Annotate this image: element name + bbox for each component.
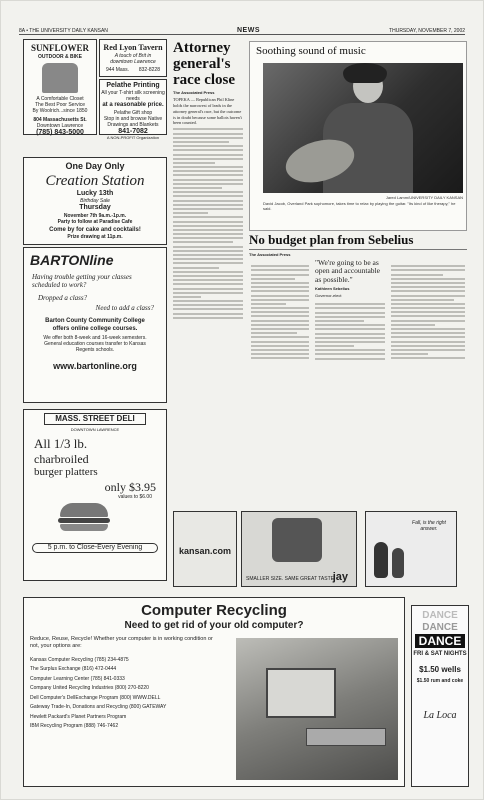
dance-fri: FRI & SAT NIGHTS — [413, 651, 467, 658]
red-lyon-title: Red Lyon Tavern — [103, 43, 163, 52]
deli-deal4: only $3.95 — [104, 479, 156, 494]
creation-date: November 7th 9a.m.-1p.m. — [63, 212, 127, 219]
sunflower-tagline1: A Comfortable Closet — [36, 95, 84, 102]
sunflower-phone: (785) 843-5000 — [36, 128, 84, 136]
creation-lucky: Lucky 13th — [76, 189, 114, 197]
creation-party: Party to follow at Paradise Cafe — [57, 218, 133, 225]
creation-drawing: Prize drawing at 11p.m. — [67, 233, 123, 240]
dance-brand: La Loca — [423, 710, 457, 722]
barton-url[interactable]: www.bartonline.org — [53, 360, 137, 371]
story1-lead: TOPEKA — Republican Phil Kline holds the narrowest of leads in the attorney general's race, but the outcome is in doubt because some ballots haven't been counted. — [173, 97, 242, 126]
recycling-intro: Reduce, Reuse, Recycle! Whether your computer is in working condition or not, your options are: — [30, 636, 213, 649]
pelathe-line1: All your T-shirt silk screening needs — [101, 90, 165, 103]
deli-deal1: All 1/3 lb. — [34, 436, 88, 452]
sunflower-subtitle: OUTDOOR & BIKE — [38, 53, 82, 60]
barton-ad — [23, 247, 167, 403]
sunflower-tagline3: By Woolrich...since 1850 — [32, 107, 88, 114]
dance-title1: DANCE — [422, 610, 458, 621]
barton-hand2: Dropped a class? — [38, 293, 88, 302]
creation-title: Creation Station — [45, 172, 145, 189]
recycling-item: Hewlett Packard's Planet Partners Program — [30, 713, 127, 720]
red-lyon-ad — [99, 39, 167, 77]
recycling-item: Kansas Computer Recycling (785) 234-4875 — [30, 656, 129, 663]
deli-deal3: burger platters — [34, 466, 98, 479]
story2-caption: David Jacob, Overland Park sophomore, takes time to relax by playing the guitar. "Its kind of like therapy," he said. — [263, 201, 456, 211]
recycling-item: Computer Learning Center (785) 841-0333 — [30, 675, 125, 682]
recycling-item: Gateway Trade-In, Donations and Recycling (800) GATEWAY — [30, 704, 167, 711]
pelathe-ad — [99, 79, 167, 140]
dance-title2: DANCE — [422, 622, 458, 633]
pelathe-phone: 841-7082 — [118, 127, 148, 135]
person-hair — [343, 63, 387, 83]
creation-day: Thursday — [79, 204, 111, 212]
jay-ad — [241, 511, 357, 587]
story1-byline: The Associated Press — [173, 90, 215, 96]
creation-station-ad — [23, 157, 167, 245]
computer-pile-photo — [236, 638, 398, 780]
deli-time: 5 p.m. to Close-Every Evening — [32, 543, 158, 553]
story3-headline: No budget plan from Sebelius — [249, 233, 467, 250]
mass-street-deli-ad — [23, 409, 167, 581]
burger-icon — [54, 503, 114, 537]
guitar-player-photo — [263, 63, 463, 193]
recycling-item: The Surplus Exchange (816) 472-0444 — [30, 666, 117, 673]
barton-logo: BARTONline — [30, 252, 114, 268]
header-section: NEWS — [236, 27, 260, 34]
barton-offer: offers online college courses. — [52, 325, 138, 332]
story2-caption-credit: Jared Lamm/UNIVERSITY DAILY KANSAN — [385, 195, 463, 200]
dance-title3: DANCE — [415, 634, 465, 648]
header-left: 8A • THE UNIVERSITY DAILY KANSAN — [19, 28, 108, 34]
deli-title: MASS. STREET DELI — [44, 413, 146, 425]
header-date: THURSDAY, NOVEMBER 7, 2002 — [389, 28, 465, 34]
keyboard-icon — [306, 728, 386, 746]
story3-pullquote-box — [315, 259, 385, 299]
pelathe-line3: Pelathe Gift shop — [113, 109, 153, 116]
sunflower-address: 804 Massachusetts St. — [33, 116, 87, 123]
story1-headline: Attorney general's race close — [173, 40, 236, 88]
penguin-icon — [374, 542, 388, 578]
jay-tag: SMALLER SIZE. SAME GREAT TASTE. — [246, 576, 336, 582]
sunflower-title: SUNFLOWER — [30, 43, 89, 53]
pelathe-footer: A NON-PROFIT Organization — [106, 134, 160, 140]
kansan-ad — [173, 511, 237, 587]
penguin-title: Fall, is the right answer. — [412, 520, 446, 532]
red-lyon-addr: 944 Mass. — [106, 66, 130, 73]
sunflower-ad — [23, 39, 97, 135]
barton-hand1: Having trouble getting your classes scheduled to work? — [32, 272, 132, 290]
pelathe-line4: Stop in and browse Native Drawings and Blankets — [103, 115, 163, 128]
recycling-item: Company United Recycling Industries (800) 270-8220 — [30, 685, 149, 692]
dance-price2: $1.50 rum and coke — [416, 678, 464, 685]
barton-hand3: Need to add a class? — [95, 303, 154, 312]
red-lyon-contact — [100, 65, 166, 75]
computer-recycling-ad — [23, 597, 405, 787]
pelathe-line2: at a reasonable price. — [102, 102, 164, 109]
story3-pullquote: "We're going to be as open and accountable as possible." — [315, 258, 380, 284]
deli-sub: DOWNTOWN LAWRENCE — [70, 426, 120, 432]
creation-top: One Day Only — [65, 161, 125, 171]
story-attorney-general — [173, 41, 243, 367]
penguin-ad — [365, 511, 457, 587]
story3-column1 — [251, 263, 309, 367]
pelathe-title: Pelathe Printing — [106, 82, 160, 89]
dance-price1: $1.50 wells — [419, 664, 461, 674]
creation-come: Come by for cake and cocktails! — [49, 226, 141, 233]
recycling-item: Dell Computer's DellExchange Program (800) WWW.DELL — [30, 694, 161, 701]
story3-pull-attr: Kathleen Sebelius — [315, 285, 350, 291]
page-header — [19, 23, 465, 35]
creation-bday: Birthday Sale — [80, 198, 110, 205]
story1-body — [173, 128, 243, 318]
recycling-title: Computer Recycling — [141, 602, 287, 619]
recycling-item: IBM Recycling Program (888) 746-7462 — [30, 723, 119, 730]
dance-ad — [411, 605, 469, 787]
recycling-list — [24, 657, 224, 730]
jay-brand: jay — [332, 570, 348, 583]
story3-column2 — [315, 301, 385, 367]
deli-deal2: charbroiled — [34, 451, 89, 466]
sunflower-tagline2: The Best Poor Service — [34, 101, 86, 108]
barton-name: Barton County Community College — [45, 318, 145, 325]
monitor-icon — [266, 668, 336, 718]
barton-small: We offer both 8-week and 16-week semesters. General education courses transfer to Kansas Regents schools. — [43, 334, 147, 353]
story3-pull-role: Governor-elect — [315, 292, 342, 298]
phone-icon — [272, 518, 322, 562]
story3-column3 — [391, 263, 465, 367]
recycling-subtitle: Need to get rid of your old computer? — [124, 620, 304, 631]
red-lyon-tagline: A touch of Brit in downtown Lawrence — [110, 52, 156, 65]
story2-headline: Soothing sound of music — [256, 45, 366, 57]
deli-value: values to $6.00 — [118, 493, 152, 500]
red-lyon-phone: 832-8228 — [138, 66, 160, 73]
fleece-image — [42, 63, 78, 93]
penguin-icon-2 — [392, 548, 404, 578]
story3-byline: The Associated Press — [249, 251, 291, 257]
kansan-url[interactable]: kansan.com — [178, 546, 232, 556]
sunflower-city: Downtown Lawrence — [36, 122, 84, 129]
